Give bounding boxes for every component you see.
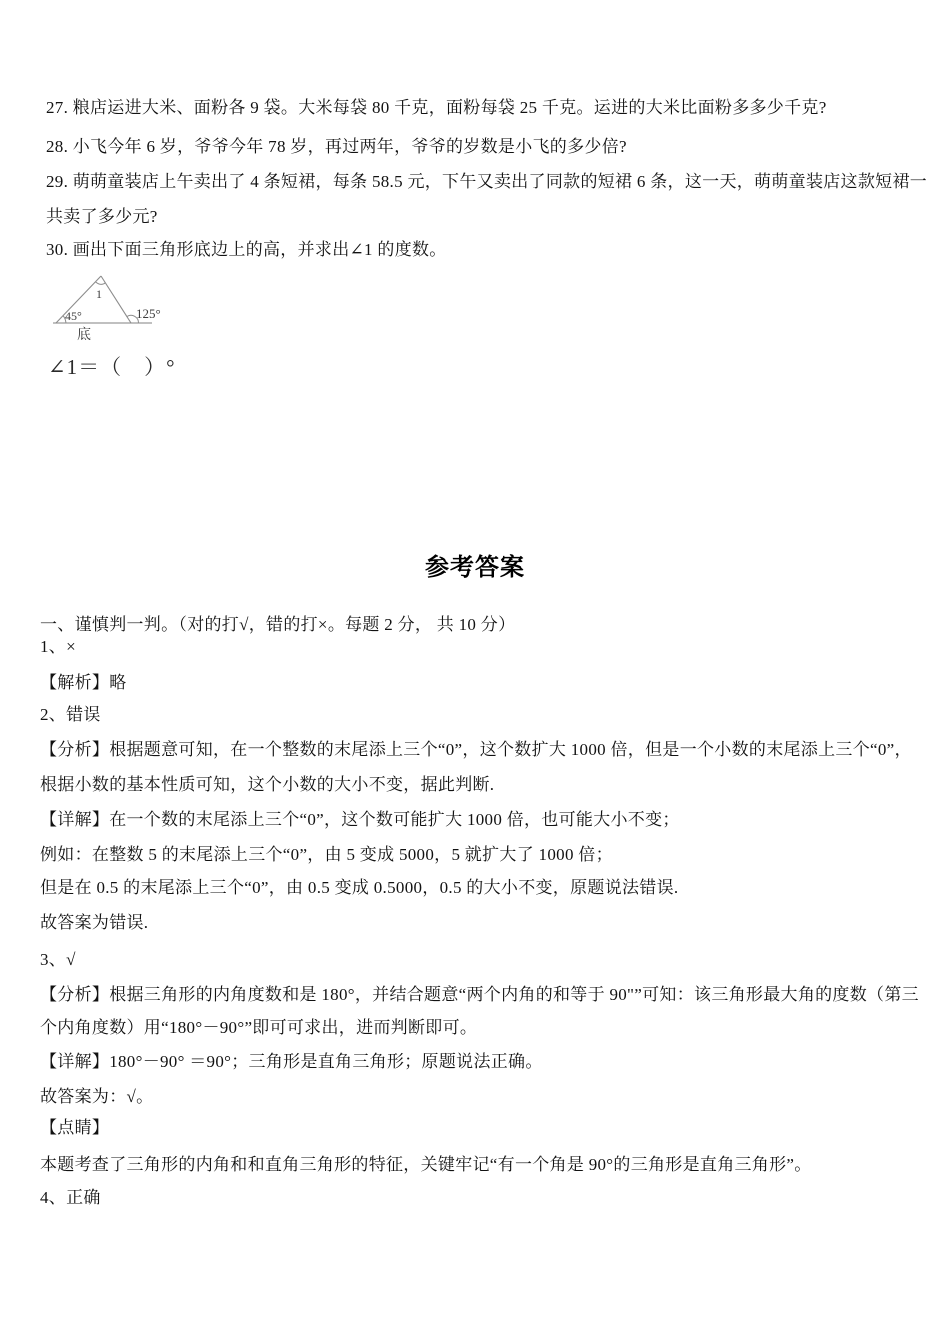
answer-2-analysis-continued: 根据小数的基本性质可知，这个小数的大小不变，据此判断. xyxy=(40,775,495,794)
question-30: 30. 画出下面三角形底边上的高，并求出∠1 的度数。 xyxy=(46,240,447,259)
answer-2-example-continued: 但是在 0.5 的末尾添上三个“0”，由 0.5 变成 0.5000，0.5 的大小不变，原题说法错误. xyxy=(40,878,679,897)
answer-1-analysis: 【解析】略 xyxy=(40,673,127,692)
answer-2-analysis: 【分析】根据题意可知，在一个整数的末尾添上三个“0”，这个数扩大 1000 倍，但是一个小数的末尾添上三个“0”， xyxy=(40,740,912,759)
answer-3-detail: 【详解】180°－90° ＝90°；三角形是直角三角形；原题说法正确。 xyxy=(40,1052,543,1071)
apex-angle-label: 1 xyxy=(96,287,102,301)
triangle-figure xyxy=(46,266,176,351)
angle-formula: ∠1＝（ ）° xyxy=(48,355,176,379)
answer-2-example: 例如：在整数 5 的末尾添上三个“0”，由 5 变成 5000，5 就扩大了 1000 倍； xyxy=(40,845,613,864)
answer-2-conclusion: 故答案为错误. xyxy=(40,913,149,932)
answer-3-note: 本题考查了三角形的内角和和直角三角形的特征，关键牢记“有一个角是 90°的三角形是直角三角形”。 xyxy=(40,1155,812,1174)
answer-section-title: 一、谨慎判一判。（对的打√，错的打×。每题 2 分， 共 10 分） xyxy=(40,615,516,634)
answer-2: 2、错误 xyxy=(40,705,101,724)
base-label: 底 xyxy=(77,328,91,343)
answer-1: 1、× xyxy=(40,637,76,656)
answers-heading: 参考答案 xyxy=(425,554,525,581)
answer-3-conclusion: 故答案为：√。 xyxy=(40,1087,154,1106)
right-angle-label: 125° xyxy=(136,306,161,321)
question-29-continued: 共卖了多少元? xyxy=(46,207,158,226)
triangle-diagram xyxy=(46,266,176,351)
question-27: 27. 粮店运进大米、面粉各 9 袋。大米每袋 80 千克，面粉每袋 25 千克。运进的大米比面粉多多少千克? xyxy=(46,98,827,117)
question-29: 29. 萌萌童装店上午卖出了 4 条短裙，每条 58.5 元，下午又卖出了同款的短裙 6 条，这一天，萌萌童装店这款短裙一 xyxy=(46,172,928,191)
answer-3-analysis: 【分析】根据三角形的内角度数和是 180°，并结合题意“两个内角的和等于 90"”可知：该三角形最大角的度数（第三 xyxy=(40,985,919,1004)
answer-3-analysis-continued: 个内角度数）用“180°－90°”即可可求出，进而判断即可。 xyxy=(40,1018,478,1037)
answer-3-note-header: 【点睛】 xyxy=(40,1118,110,1137)
left-angle-label: 45° xyxy=(65,309,82,323)
answer-2-detail: 【详解】在一个数的末尾添上三个“0”，这个数可能扩大 1000 倍，也可能大小不变； xyxy=(40,810,680,829)
apex-angle-arc xyxy=(95,282,105,285)
answer-3: 3、√ xyxy=(40,950,76,969)
question-28: 28. 小飞今年 6 岁，爷爷今年 78 岁，再过两年，爷爷的岁数是小飞的多少倍? xyxy=(46,137,627,156)
answer-4: 4、正确 xyxy=(40,1188,101,1207)
